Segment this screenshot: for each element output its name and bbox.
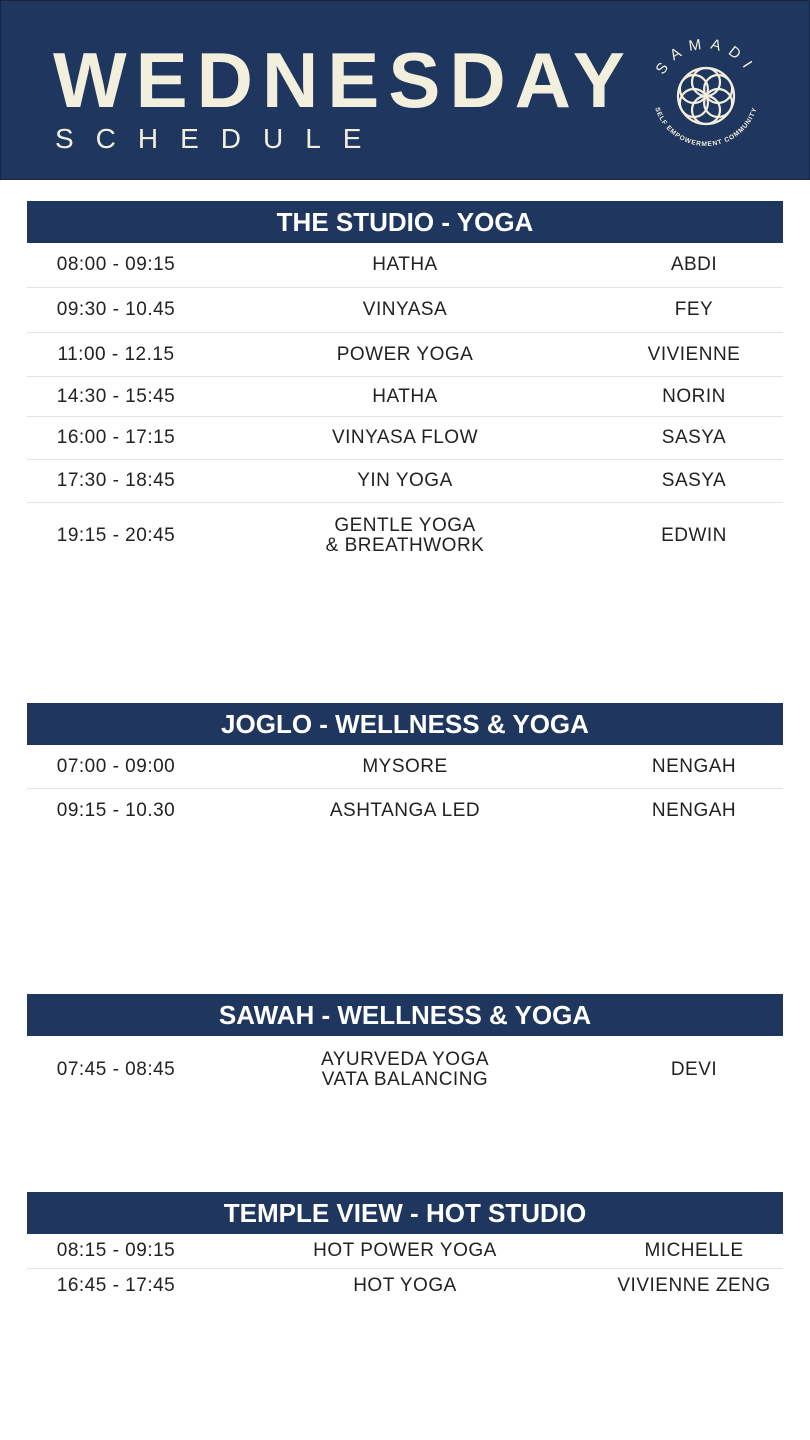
class-name: VINYASA FLOW — [331, 427, 479, 448]
class-time: 17:30 - 18:45 — [56, 470, 176, 491]
schedule-row — [27, 1269, 783, 1303]
class-teacher: VIVIENNE ZENG — [617, 1275, 771, 1296]
class-time: 11:00 - 12.15 — [57, 343, 175, 365]
class-time: 09:30 - 10.45 — [56, 299, 176, 320]
svg-text:SAMADI — [652, 35, 759, 78]
class-time: 19:15 - 20:45 — [56, 525, 176, 546]
class-name: VINYASA — [362, 299, 448, 320]
schedule-row — [27, 503, 783, 569]
class-time: 07:45 - 08:45 — [56, 1059, 176, 1080]
schedule-row — [27, 1036, 783, 1104]
class-name: ASHTANGA LED — [329, 800, 481, 821]
class-name: POWER YOGA — [336, 343, 474, 365]
schedule-row — [27, 243, 783, 288]
class-name: HATHA — [372, 385, 438, 407]
class-time: 09:15 - 10.30 — [56, 800, 176, 821]
section-header-temple-view: TEMPLE VIEW - HOT STUDIO — [27, 1192, 783, 1234]
schedule-row — [27, 333, 783, 377]
class-teacher: VIVIENNE — [647, 343, 741, 365]
class-time: 08:15 - 09:15 — [56, 1240, 176, 1261]
class-teacher: SASYA — [661, 470, 727, 491]
section-header-joglo: JOGLO - WELLNESS & YOGA — [27, 703, 783, 745]
section-header-sawah: SAWAH - WELLNESS & YOGA — [27, 994, 783, 1036]
class-teacher: DEVI — [670, 1059, 718, 1080]
class-time: 16:00 - 17:15 — [56, 427, 176, 448]
class-time: 07:00 - 09:00 — [56, 755, 176, 777]
schedule-row — [27, 288, 783, 333]
class-name: GENTLE YOGA & BREATHWORK — [325, 515, 485, 556]
class-time: 16:45 - 17:45 — [56, 1275, 176, 1296]
class-name: HATHA — [372, 254, 438, 275]
flower-of-life-icon — [678, 68, 734, 124]
class-name: HOT YOGA — [353, 1275, 457, 1296]
class-name: YIN YOGA — [357, 470, 453, 491]
class-teacher: ABDI — [670, 254, 718, 275]
class-time: 08:00 - 09:15 — [56, 254, 176, 275]
class-teacher: NENGAH — [651, 755, 737, 777]
schedule-row — [27, 745, 783, 789]
class-teacher: NENGAH — [651, 800, 737, 821]
svg-text:SELF EMPOWERMENT COMMUNITY — [653, 106, 758, 148]
class-name: AYURVEDA YOGA VATA BALANCING — [320, 1049, 490, 1090]
page-title: WEDNESDAY — [53, 36, 634, 124]
logo-tagline: SELF EMPOWERMENT COMMUNITY — [653, 106, 759, 149]
schedule-row — [27, 417, 783, 460]
logo-brand: SAMADI — [652, 35, 760, 78]
class-time: 14:30 - 15:45 — [56, 385, 176, 407]
samadi-logo — [641, 31, 771, 161]
schedule-row — [27, 460, 783, 503]
class-teacher: FEY — [674, 299, 714, 320]
schedule-row — [27, 377, 783, 417]
class-teacher: EDWIN — [661, 525, 727, 546]
class-name: HOT POWER YOGA — [313, 1240, 497, 1261]
page-subtitle: SCHEDULE — [55, 123, 384, 154]
schedule-row — [27, 1234, 783, 1269]
class-teacher: NORIN — [662, 385, 726, 407]
class-teacher: SASYA — [661, 427, 727, 448]
class-teacher: MICHELLE — [644, 1240, 744, 1261]
section-header-the-studio: THE STUDIO - YOGA — [27, 201, 783, 243]
schedule-row — [27, 789, 783, 833]
header-banner — [0, 0, 810, 180]
class-name: MYSORE — [362, 755, 448, 777]
